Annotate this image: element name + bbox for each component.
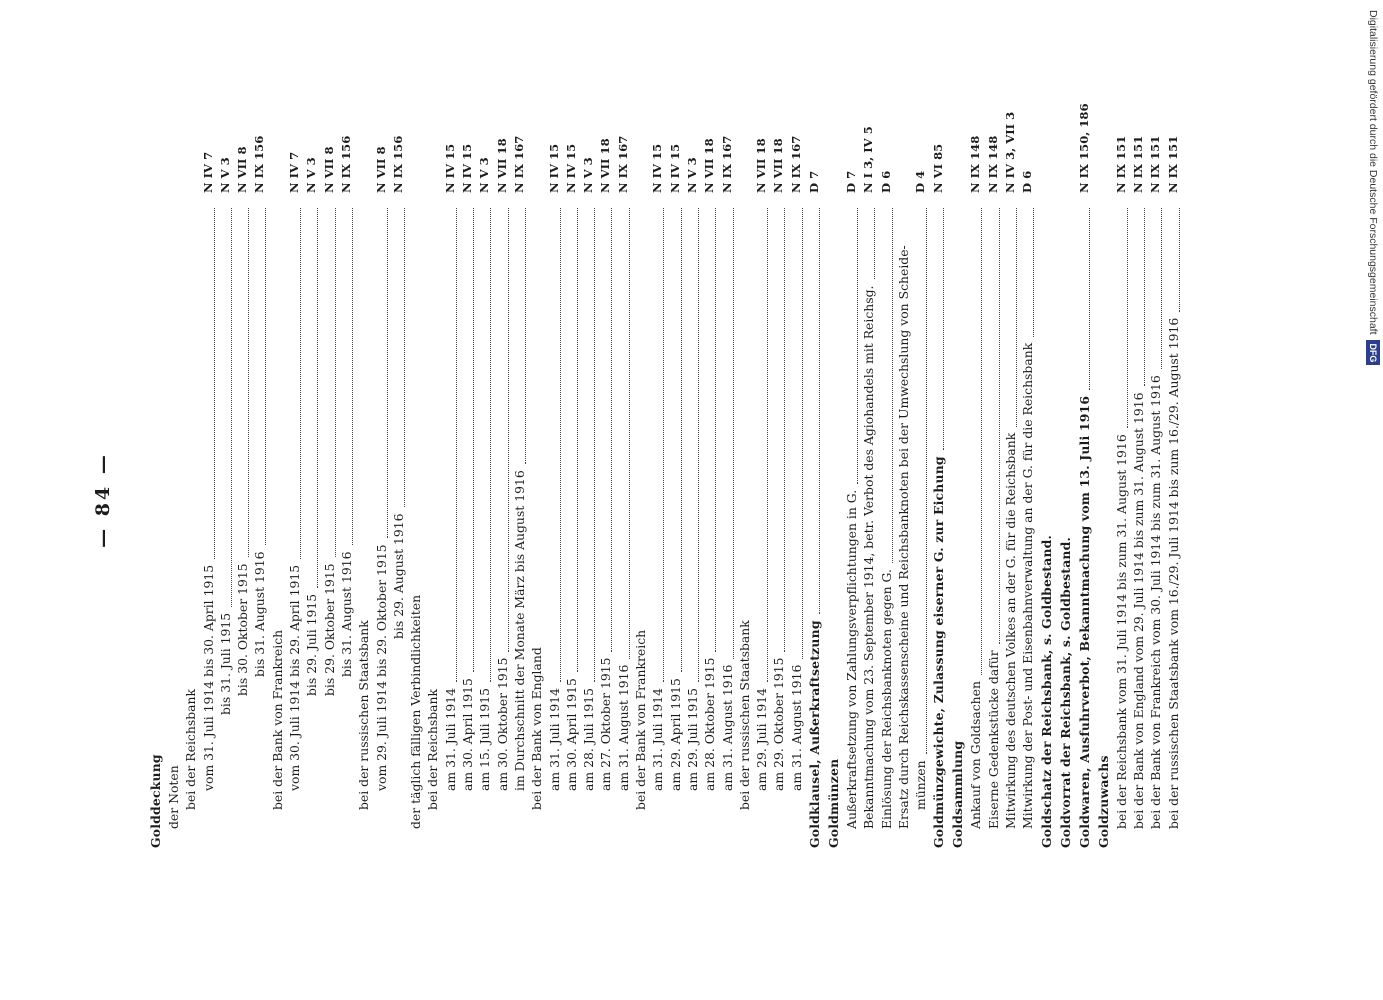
entry-text: bei der Reichsbank (425, 688, 441, 810)
index-entry (805, 112, 824, 848)
leader-dots (439, 208, 457, 682)
entry-text: am 31. Juli 1914 (650, 687, 666, 791)
entry-text: am 31. Juli 1914 (442, 687, 458, 791)
entry-text: der Noten (166, 765, 181, 829)
entry-text: am 27. Oktober 1915 (598, 657, 614, 791)
entry-text: am 28. Oktober 1915 (702, 657, 718, 791)
entry-reference: N V 3 (217, 157, 232, 193)
leader-dots (802, 208, 820, 614)
watermark-text: Digitalisierung gefördert durch die Deutsche Forschungsgemeinschaft (1367, 10, 1379, 335)
entry-reference: N IX 148 (985, 135, 1000, 193)
entry-text: bis 29. August 1916 (390, 513, 406, 639)
entry-reference: N VI 85 (931, 143, 946, 193)
entry-text: bei der Reichsbank vom 31. Juli 1914 bis zum 31. August 1916 (1113, 434, 1129, 829)
entry-reference: N V 3 (581, 157, 596, 193)
entry-text: Mitwirkung des deutschen Volkes an der G. für die Reichsbank (1003, 432, 1019, 829)
entry-text: bei der russischen Staatsbank vom 16./29. Juli 1914 bis zum 16./29. August 1916 (1165, 317, 1181, 829)
leader-dots (231, 208, 249, 557)
leader-dots (716, 208, 734, 659)
entry-heading: Goldvorrat der Reichsbank, s. Goldbestand. (1057, 536, 1073, 848)
leader-dots (335, 208, 353, 545)
leader-dots (857, 208, 875, 279)
entry-reference: D 7 (843, 170, 858, 193)
entry-reference: N VII 18 (754, 138, 769, 193)
leader-dots (646, 208, 664, 682)
entry-reference: N IX 151 (1113, 135, 1128, 193)
index-entry (1165, 112, 1182, 848)
entry-text: am 31. Juli 1914 (546, 687, 562, 791)
leader-dots (875, 208, 893, 563)
page-number: — 84 — (92, 452, 114, 548)
leader-dots (456, 208, 474, 672)
entry-reference: N VII 8 (373, 146, 388, 193)
entry-reference: N VII 8 (235, 146, 250, 193)
entry-heading: Goldzuwachs (1095, 755, 1111, 848)
entry-reference: N IX 156 (390, 135, 405, 193)
leader-dots (1072, 208, 1090, 390)
entry-reference: N IV 15 (460, 143, 475, 193)
index-entry (1075, 103, 1094, 848)
entry-text: bei der russischen Staatsbank (736, 620, 752, 810)
leader-dots (248, 208, 266, 545)
index-entry (407, 112, 424, 848)
index-entry (165, 112, 182, 848)
leader-dots (785, 208, 803, 659)
index-entry (719, 112, 736, 848)
entry-text: am 15. Juli 1915 (477, 687, 493, 791)
leader-dots (964, 208, 982, 675)
entry-reference: N IV 7 (287, 151, 302, 193)
entry-text: bis 30. Oktober 1915 (235, 563, 251, 696)
entry-reference: N IV 15 (546, 143, 561, 193)
entry-reference: D 4 (913, 170, 928, 193)
entry-text: am 30. April 1915 (460, 678, 476, 791)
index-entry (511, 112, 528, 848)
entry-text: im Durchschnitt der Monate März bis August 1916 (511, 470, 527, 791)
entry-reference: N IX 151 (1148, 135, 1163, 193)
entry-reference: N VII 8 (321, 146, 336, 193)
leader-dots (370, 208, 388, 538)
leader-dots (387, 208, 405, 507)
entry-text: Einlösung der Reichsbanknoten gegen G. (878, 569, 894, 829)
entry-reference: N IV 15 (667, 143, 682, 193)
entry-reference: N V 3 (304, 157, 319, 193)
leader-dots (664, 208, 682, 672)
index-entry (338, 112, 355, 848)
index-entry (251, 112, 268, 848)
entry-text: bis 29. Oktober 1915 (321, 563, 337, 696)
entry-heading: Goldmünzen (825, 758, 841, 848)
entry-reference: N IX 167 (615, 135, 630, 193)
leader-dots (214, 208, 232, 607)
leader-dots (318, 208, 336, 557)
entry-reference: N VII 18 (494, 138, 509, 193)
entry-reference: N IX 151 (1130, 135, 1145, 193)
index-entry (390, 112, 407, 848)
index-entry (929, 112, 948, 848)
leader-dots (1016, 208, 1034, 337)
entry-text: bis 29. Juli 1915 (304, 593, 320, 696)
entry-reference: N IX 150, 186 (1076, 103, 1091, 193)
entry-text: bei der Bank von England vom 29. Juli 1914 bis zum 31. August 1916 (1130, 392, 1146, 829)
entry-text: der täglich fälligen Verbindlichkeiten (408, 594, 424, 829)
leader-dots (681, 208, 699, 682)
entry-text: bis 31. August 1916 (252, 551, 268, 677)
entry-text: am 29. Oktober 1915 (771, 657, 787, 791)
leader-dots (1110, 208, 1128, 428)
leader-dots (283, 208, 301, 559)
entry-reference: N IX 156 (252, 135, 267, 193)
entry-text: Mitwirkung der Post- und Eisenbahnverwaltung an der G. für die Reichsbank (1020, 342, 1036, 829)
leader-dots (999, 208, 1017, 427)
entry-reference: N IX 156 (338, 135, 353, 193)
entry-text: Bekanntmachung vom 23. September 1914, betr. Verbot des Agiohandels mit Reichsg. (861, 285, 877, 829)
index-entry (615, 112, 632, 848)
index-entries (146, 103, 1182, 848)
index-entry (146, 112, 165, 848)
entry-text: bei der Bank von Frankreich vom 30. Juli 1914 bis zum 31. August 1916 (1148, 375, 1164, 829)
entry-text: am 31. August 1916 (719, 664, 735, 791)
leader-dots (491, 208, 509, 652)
entry-text: am 30. April 1915 (563, 678, 579, 791)
leader-dots (1162, 208, 1180, 312)
entry-text: am 29. April 1915 (667, 678, 683, 791)
index-entry (1037, 112, 1056, 848)
leader-dots (982, 208, 1000, 644)
entry-reference: N IV 15 (563, 143, 578, 193)
leader-dots (300, 208, 318, 588)
entry-text: münzen (913, 760, 929, 810)
dfg-logo: DFG (1366, 340, 1380, 365)
entry-text: bei der Reichsbank (183, 688, 199, 810)
entry-text: am 29. Juli 1915 (684, 687, 700, 791)
leader-dots (560, 208, 578, 672)
entry-text: am 30. Oktober 1915 (494, 657, 510, 791)
entry-text: vom 31. Juli 1914 bis 30. April 1915 (200, 564, 216, 791)
leader-dots (750, 208, 768, 682)
entry-heading: Goldmünzgewichte, Zulassung eiserner G. zur Eichung (931, 456, 947, 848)
entry-heading: Goldwaren, Ausfuhrverbot, Bekanntmachung vom 13. Juli 1916 (1076, 395, 1092, 848)
entry-reference: N V 3 (477, 157, 492, 193)
entry-text: Außerkraftsetzung von Zahlungsverpflichtungen in G. (843, 489, 859, 829)
entry-text: am 28. Juli 1915 (581, 687, 597, 791)
entry-reference: N IV 3, VII 3 (1003, 111, 1018, 193)
entry-reference: N IX 167 (719, 135, 734, 193)
entry-reference: N IX 167 (788, 135, 803, 193)
entry-reference: D 7 (806, 170, 821, 193)
leader-dots (543, 208, 561, 682)
leader-dots (698, 208, 716, 652)
entry-heading: Golddeckung (148, 754, 163, 848)
leader-dots (612, 208, 630, 659)
leader-dots (909, 208, 927, 754)
entry-text: am 31. August 1916 (615, 664, 631, 791)
entry-reference: N IX 167 (511, 135, 526, 193)
entry-text: Eiserne Gedenkstücke dafür (985, 650, 1001, 829)
entry-text: bei der Bank von Frankreich (269, 629, 285, 810)
entry-reference: N I 3, IV 5 (861, 126, 876, 193)
index-entry (1019, 112, 1036, 848)
entry-reference: N IV 7 (200, 151, 215, 193)
index-entry (878, 112, 895, 848)
leader-dots (840, 208, 858, 484)
entry-text: bei der Bank von England (529, 647, 545, 810)
entry-text: bis 31. August 1916 (338, 551, 354, 677)
entry-reference: N IX 151 (1165, 135, 1180, 193)
leader-dots (1144, 208, 1162, 369)
entry-reference: D 6 (878, 170, 893, 193)
entry-reference: N IX 148 (968, 135, 983, 193)
entry-heading: Goldklausel, Außerkraftsetzung (806, 620, 822, 848)
entry-text: am 29. Juli 1914 (754, 687, 770, 791)
leader-dots (577, 208, 595, 682)
entry-reference: N IV 15 (650, 143, 665, 193)
entry-text: vom 29. Juli 1914 bis 29. Oktober 1915 (373, 544, 389, 791)
entry-reference: N VII 18 (771, 138, 786, 193)
entry-text: Ankauf von Goldsachen (968, 681, 984, 829)
entry-text: am 31. August 1916 (788, 664, 804, 791)
leader-dots (1127, 208, 1145, 386)
entry-text: bei der Bank von Frankreich (633, 629, 649, 810)
leader-dots (767, 208, 785, 652)
entry-reference: N VII 18 (702, 138, 717, 193)
entry-text: bis 31. Juli 1915 (217, 612, 233, 715)
leader-dots (197, 208, 215, 559)
entry-heading: Goldsammlung (950, 740, 966, 848)
leader-dots (508, 208, 526, 464)
entry-reference: D 6 (1020, 170, 1035, 193)
entry-reference: N VII 18 (598, 138, 613, 193)
leader-dots (473, 208, 491, 682)
entry-heading: Goldschatz der Reichsbank, s. Goldbestand. (1038, 534, 1054, 848)
entry-text: bei der russischen Staatsbank (356, 620, 372, 810)
entry-text: Ersatz durch Reichskassenscheine und Reichsbanknoten bei der Umwechslung von Scheide- (895, 245, 911, 829)
leader-dots (594, 208, 612, 652)
entry-reference: N V 3 (684, 157, 699, 193)
entry-text: vom 30. Juli 1914 bis 29. April 1915 (287, 564, 303, 791)
dfg-watermark (1362, 10, 1383, 390)
entry-reference: N IV 15 (442, 143, 457, 193)
leader-dots (926, 208, 944, 450)
